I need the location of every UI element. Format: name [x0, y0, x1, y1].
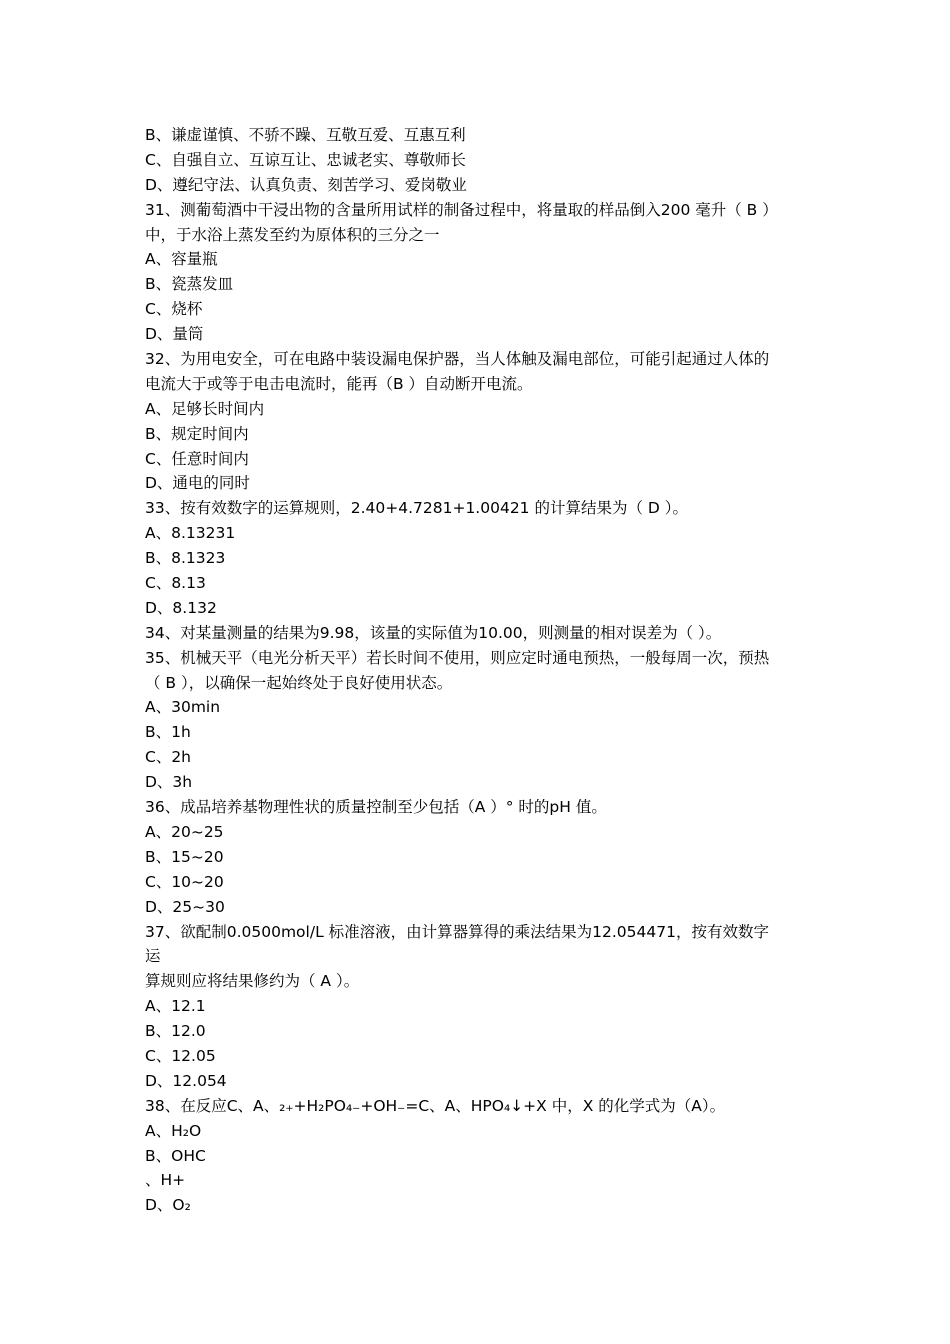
option-line: C、2h — [145, 748, 192, 767]
option-line: D、O₂ — [145, 1196, 191, 1215]
question-38-line: 38、在反应C、A、₂₊+H₂PO₄₋+OH₋=C、A、HPO₄↓+X 中，X 的化学式为（A）。 — [145, 1096, 726, 1115]
text-line: 算规则应将结果修约为（ A ）。 — [145, 972, 360, 991]
option-line: B、规定时间内 — [145, 424, 249, 443]
option-line: D、25~30 — [145, 897, 225, 916]
question-37-line: 37、欲配制0.0500mol/L 标准溶液，由计算器算得的乘法结果为12.054471，按有效数字 — [145, 922, 769, 941]
text-line: （ B ），以确保一起始终处于良好使用状态。 — [145, 673, 453, 692]
option-line: A、12.1 — [145, 997, 206, 1016]
question-36-line: 36、成品培养基物理性状的质量控制至少包括（A ）° 时的pH 值。 — [145, 798, 607, 817]
question-32-line: 32、为用电安全，可在电路中装设漏电保护器，当人体触及漏电部位，可能引起通过人体的 — [145, 350, 770, 369]
option-line: C、烧杯 — [145, 300, 203, 319]
text-line: B、谦虚谨慎、不骄不躁、互敬互爱、互惠互利 — [145, 126, 466, 144]
option-line: B、12.0 — [145, 1022, 206, 1041]
option-line: A、20~25 — [145, 822, 224, 841]
option-line: C、10~20 — [145, 872, 224, 891]
text-line: C、自强自立、互谅互让、忠诚老实、尊敬师长 — [145, 150, 466, 169]
option-line: B、瓷蒸发皿 — [145, 275, 234, 294]
question-31-line: 31、测葡萄酒中干浸出物的含量所用试样的制备过程中，将量取的样品倒入200 毫升（ B ） — [145, 200, 778, 219]
option-line: B、8.1323 — [145, 549, 226, 568]
option-line: C、12.05 — [145, 1046, 216, 1065]
option-line: B、OHC — [145, 1146, 206, 1165]
option-line: C、任意时间内 — [145, 449, 249, 468]
text-line: 电流大于或等于电击电流时，能再（B ）自动断开电流。 — [145, 374, 533, 393]
question-33-line: 33、按有效数字的运算规则，2.40+4.7281+1.00421 的计算结果为（ D ）。 — [145, 499, 689, 518]
option-line: A、8.13231 — [145, 524, 236, 543]
option-line: A、足够长时间内 — [145, 399, 265, 418]
option-line: A、30min — [145, 698, 221, 717]
question-35-line: 35、机械天平（电光分析天平）若长时间不使用，则应定时通电预热，一般每周一次，预热 — [145, 648, 770, 667]
document-body — [145, 123, 825, 1218]
option-line: D、8.132 — [145, 598, 217, 617]
text-line: 运 — [145, 947, 161, 966]
option-line: 、H+ — [145, 1171, 186, 1190]
option-line: A、容量瓶 — [145, 250, 218, 269]
option-line: D、通电的同时 — [145, 474, 250, 493]
option-line: B、15~20 — [145, 847, 224, 866]
option-line: C、8.13 — [145, 574, 206, 593]
option-line: D、量筒 — [145, 325, 204, 344]
option-line: D、12.054 — [145, 1071, 227, 1090]
text-line: 中，于水浴上蒸发至约为原体积的三分之一 — [145, 225, 440, 244]
option-line: D、3h — [145, 773, 193, 792]
option-line: B、1h — [145, 723, 191, 742]
text-line: D、遵纪守法、认真负责、刻苦学习、爱岗敬业 — [145, 175, 467, 194]
question-34-line: 34、对某量测量的结果为9.98，该量的实际值为10.00，则测量的相对误差为（ ）。 — [145, 623, 722, 642]
option-line: A、H₂O — [145, 1121, 202, 1140]
